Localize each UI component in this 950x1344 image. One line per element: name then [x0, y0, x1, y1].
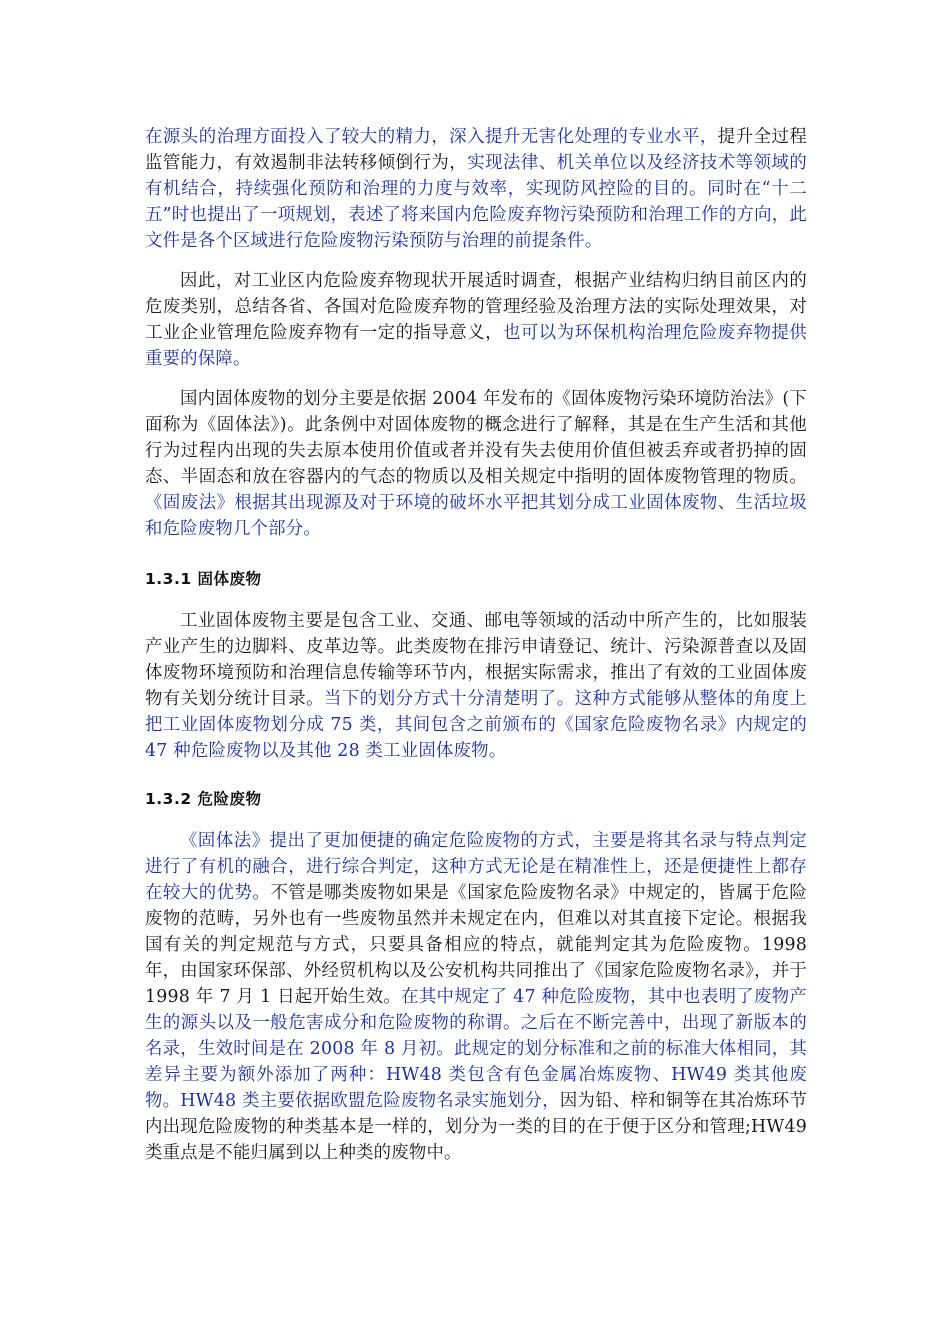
paragraph-intro-continued	[145, 124, 807, 254]
highlighted-text: 也可以为环保机构治理危险废弃物提供重要的保障。	[145, 323, 807, 369]
highlighted-text: 《固体法》提出了更加便捷的确定危险废物的方式，主要是将其名录与特点判定进行了有机的融合，进行综合判定，这种方式无论是在精准性上，还是便捷性上都存在较大的优势。	[145, 831, 807, 903]
body-text: 不管是哪类废物如果是《国家危险废物名录》中规定的，皆属于危险废物的范畴，另外也有一些废物虽然并未规定在内，但难以对其直接下定论。根据我国有关的判定规范与方式，只要具备相应的特点，就能判定其为危险废物。1998 年，由国家环保部、外经贸机构以及公安机构共同推出了《国家危险废物名录》，并于 1998 年 7 月 1 日起开始生效。	[145, 883, 807, 1007]
paragraph-hazardous-waste	[145, 828, 807, 1166]
body-text: 国内固体废物的划分主要是依据 2004 年发布的《固体废物污染环境防治法》(下面称为《固体法》)。此条例中对固体废物的概念进行了解释，其是在生产生活和其他行为过程内出现的失去原本使用价值或者并没有失去使用价值但被丢弃或者扔掉的固态、半固态和放在容器内的气态的物质以及相关规定中指明的固体废物管理的物质。	[145, 389, 807, 487]
highlighted-text: 《固废法》根据其出现源及对于环境的破坏水平把其划分成工业固体废物、生活垃圾和危险废物几个部分。	[145, 493, 807, 539]
section-heading-hazardous-waste: 1.3.2 危险废物	[145, 790, 262, 808]
paragraph-investigation	[145, 268, 807, 372]
document-page	[145, 124, 807, 1166]
paragraph-solid-waste-law	[145, 386, 807, 542]
body-text: 提升全过程监管能力，有效遏制非法转移倾倒行为，	[145, 127, 807, 173]
section-heading-solid-waste: 1.3.1 固体废物	[145, 570, 262, 588]
body-text: 因此，对工业区内危险废弃物现状开展适时调查，根据产业结构归纳目前区内的危废类别，总结各省、各国对危险废弃物的管理经验及治理方法的实际处理效果，对工业企业管理危险废弃物有一定的指导意义，	[145, 271, 807, 343]
body-text: 工业固体废物主要是包含工业、交通、邮电等领域的活动中所产生的，比如服装产业产生的边脚料、皮革边等。此类废物在排污申请登记、统计、污染源普查以及固体废物环境预防和治理信息传输等环节内，根据实际需求，推出了有效的工业固体废物有关划分统计目录。	[145, 611, 807, 709]
body-text: 因为铅、梓和铜等在其冶炼环节内出现危险废物的种类基本是一样的，划分为一类的目的在于便于区分和管理;HW49 类重点是不能归属到以上种类的废物中。	[145, 1091, 807, 1163]
highlighted-text: 当下的划分方式十分清楚明了。这种方式能够从整体的角度上把工业固体废物划分成 75 类，其间包含之前颁布的《国家危险废物名录》内规定的 47 种危险废物以及其他 28 类工业固体废物。	[145, 689, 807, 761]
highlighted-text: 在其中规定了 47 种危险废物，其中也表明了废物产生的源头以及一般危害成分和危险废物的称谓。之后在不断完善中，出现了新版本的名录，生效时间是在 2008 年 8 月初。此规定的划分标准和之前的标准大体相同，其差异主要为额外添加了两种：HW48 类包含有色金属冶炼废物、HW49 类其他废物。HW48 类主要依据欧盟危险废物名录实施划分，	[145, 987, 807, 1111]
highlighted-text: 实现法律、机关单位以及经济技术等领域的有机结合，持续强化预防和治理的力度与效率，实现防风控险的目的。同时在“十二五”时也提出了一项规划，表述了将来国内危险废弃物污染预防和治理工作的方向，此文件是各个区域进行危险废物污染预防与治理的前提条件。	[145, 153, 807, 251]
highlighted-text: 在源头的治理方面投入了较大的精力，深入提升无害化处理的专业水平，	[145, 127, 718, 147]
paragraph-industrial-solid-waste	[145, 608, 807, 764]
